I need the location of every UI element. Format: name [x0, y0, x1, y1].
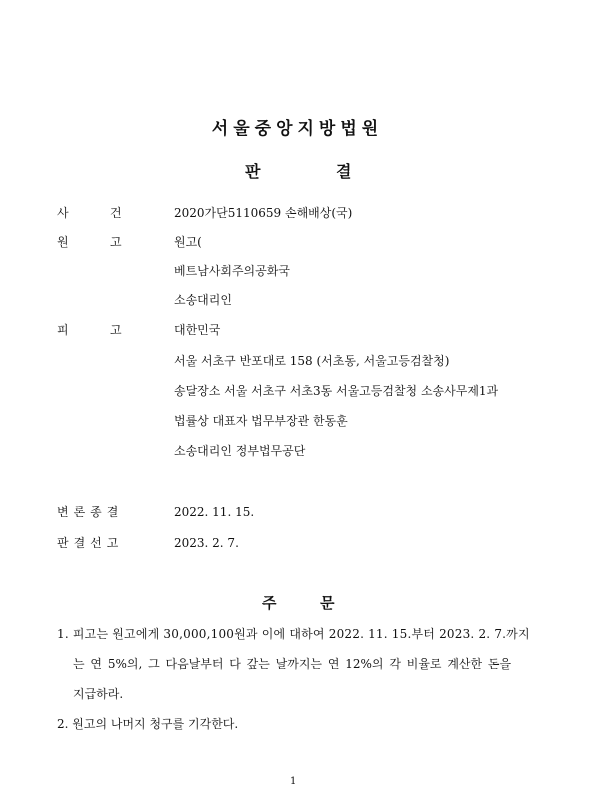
judgment-date: 2023. 2. 7. [174, 536, 239, 550]
plaintiff-line: 소송대리인 [174, 293, 232, 307]
defendant-line: 송달장소 서울 서초구 서초3동 서울고등검찰청 소송사무제1과 [174, 384, 499, 398]
plaintiff-label-2: 고 [110, 235, 122, 249]
ruling-item-2: 2. 원고의 나머지 청구를 기각한다. [57, 717, 239, 731]
closing-label: 변론종결 [57, 505, 124, 519]
plaintiff-row [0, 290, 595, 310]
plaintiff-line: 베트남사회주의공화국 [174, 264, 290, 278]
plaintiff-row [0, 232, 595, 252]
case-row [0, 203, 595, 223]
court-name: 서울중앙지방법원 [211, 119, 384, 139]
defendant-row [0, 441, 595, 461]
doc-title-char-2: 결 [336, 162, 352, 181]
plaintiff-row [0, 261, 595, 281]
doc-title-char-1: 판 [245, 162, 261, 181]
plaintiff-line: 원고( [174, 235, 202, 249]
defendant-label-1: 피 [57, 323, 69, 337]
case-number: 2020가단5110659 손해배상(국) [174, 206, 353, 220]
ruling-item-1-line-3: 지급하라. [73, 687, 124, 701]
ruling-item-1-line-2: 는 연 5%의, 그 다음날부터 다 갚는 날까지는 연 12%의 각 비율로 계산한 돈을 [73, 657, 512, 671]
defendant-row [0, 320, 595, 340]
defendant-line: 대한민국 [174, 323, 221, 337]
page-number: 1 [290, 776, 297, 787]
defendant-line: 서울 서초구 반포대로 158 (서초동, 서울고등검찰청) [174, 354, 450, 368]
closing-row [0, 502, 595, 522]
case-label-1: 사 [57, 206, 69, 220]
defendant-line: 소송대리인 정부법무공단 [174, 444, 306, 458]
defendant-row [0, 411, 595, 431]
judgment-date-label: 판결선고 [57, 536, 124, 550]
ruling-title-char-2: 문 [320, 594, 335, 612]
defendant-line: 법률상 대표자 법무부장관 한동훈 [174, 414, 348, 428]
ruling-title-char-1: 주 [262, 594, 277, 612]
defendant-row [0, 351, 595, 371]
case-label-2: 건 [110, 206, 122, 220]
defendant-label-2: 고 [110, 323, 122, 337]
defendant-row [0, 381, 595, 401]
ruling-item-1-line-1: 1. 피고는 원고에게 30,000,100원과 이에 대하여 2022. 11. 15.부터 2023. 2. 7.까지 [57, 627, 530, 641]
judgment-date-row [0, 533, 595, 553]
closing-date: 2022. 11. 15. [174, 505, 255, 519]
plaintiff-label-1: 원 [57, 235, 69, 249]
